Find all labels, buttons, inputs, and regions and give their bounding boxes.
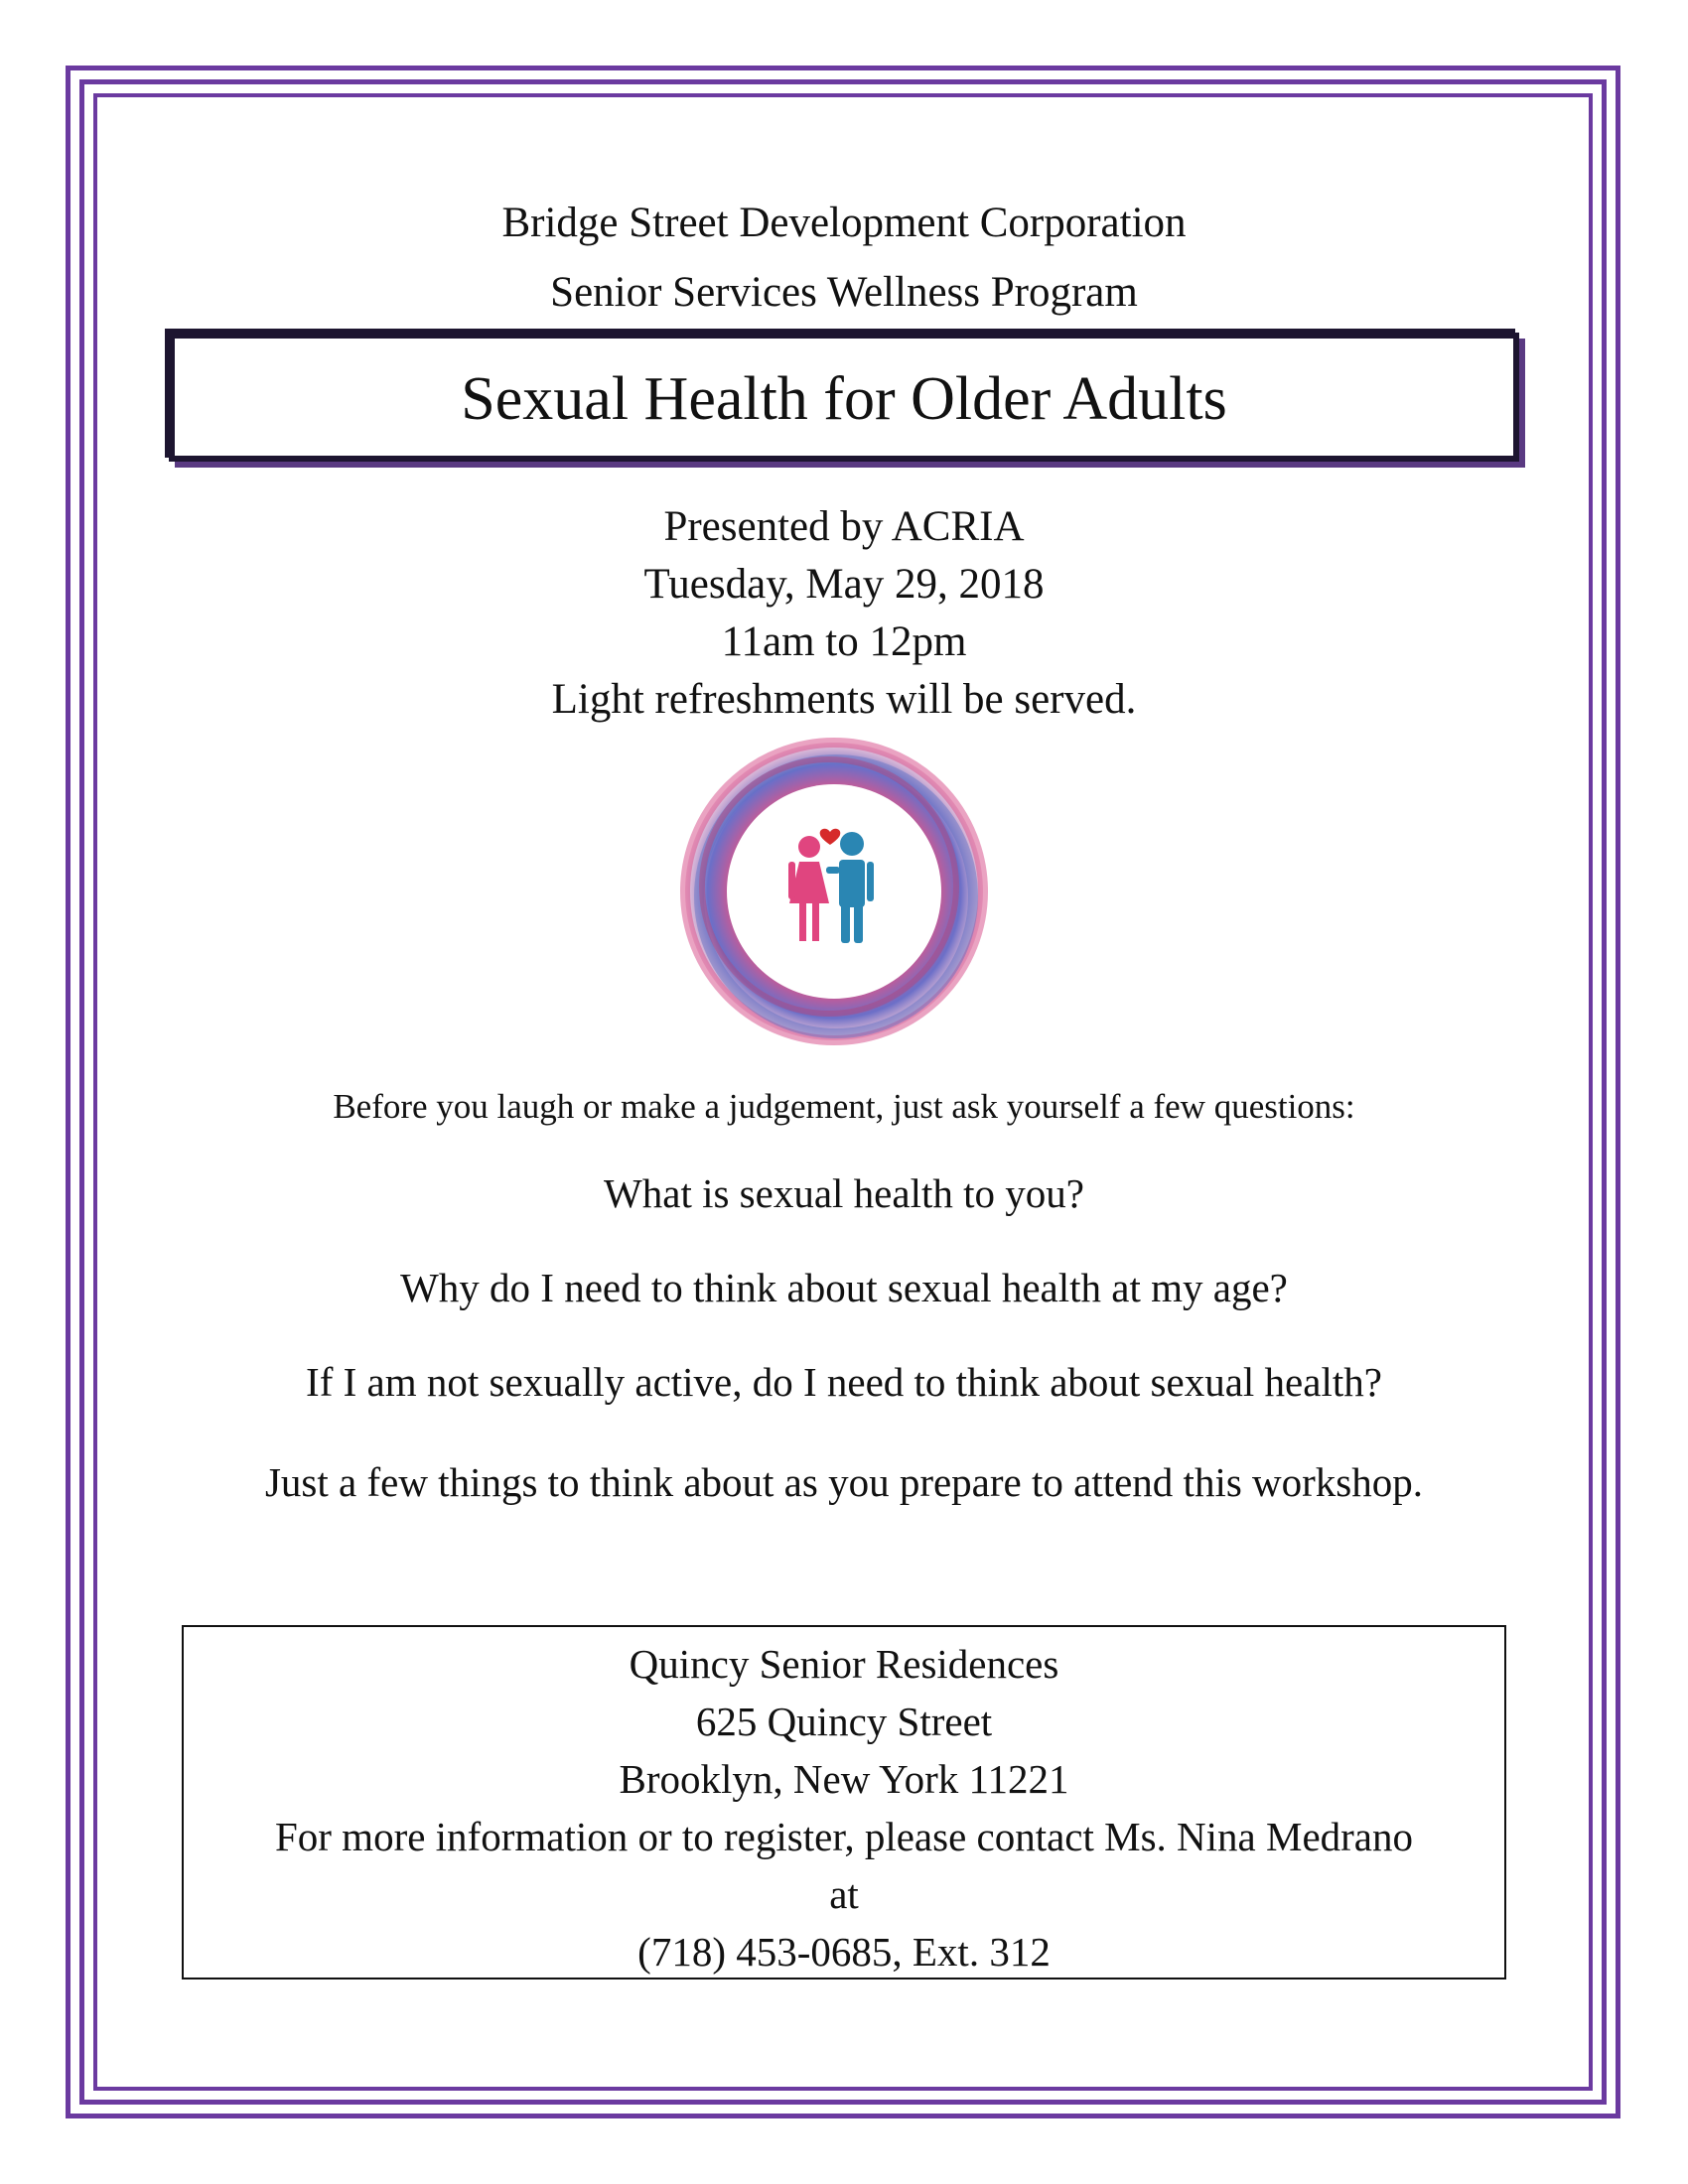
- program-name: Senior Services Wellness Program: [550, 269, 1138, 316]
- title-banner: [169, 333, 1519, 462]
- venue-street: 625 Quincy Street: [695, 1699, 993, 1744]
- contact-phone: (718) 453-0685, Ext. 312: [637, 1929, 1051, 1975]
- event-time: 11am to 12pm: [721, 618, 967, 665]
- event-date: Tuesday, May 29, 2018: [643, 561, 1045, 608]
- page-title: Sexual Health for Older Adults: [461, 365, 1227, 433]
- venue-info-box: [182, 1625, 1506, 1979]
- refreshments-note: Light refreshments will be served.: [551, 676, 1137, 723]
- question-item: What is sexual health to you?: [604, 1170, 1084, 1216]
- contact-at: at: [829, 1871, 859, 1917]
- organization-name: Bridge Street Development Corporation: [501, 200, 1187, 246]
- closing-note: Just a few things to think about as you prepare to attend this workshop.: [264, 1459, 1424, 1505]
- question-item: If I am not sexually active, do I need to think about sexual health?: [306, 1359, 1382, 1405]
- contact-line: For more information or to register, please contact Ms. Nina Medrano: [274, 1814, 1414, 1859]
- venue-name: Quincy Senior Residences: [629, 1641, 1059, 1687]
- question-item: Why do I need to think about sexual health at my age?: [400, 1265, 1288, 1310]
- presenter-line: Presented by ACRIA: [663, 503, 1025, 550]
- couple-with-heart-icon: [675, 733, 993, 1050]
- questions-intro: Before you laugh or make a judgement, just ask yourself a few questions:: [333, 1087, 1355, 1126]
- venue-city: Brooklyn, New York 11221: [619, 1756, 1069, 1802]
